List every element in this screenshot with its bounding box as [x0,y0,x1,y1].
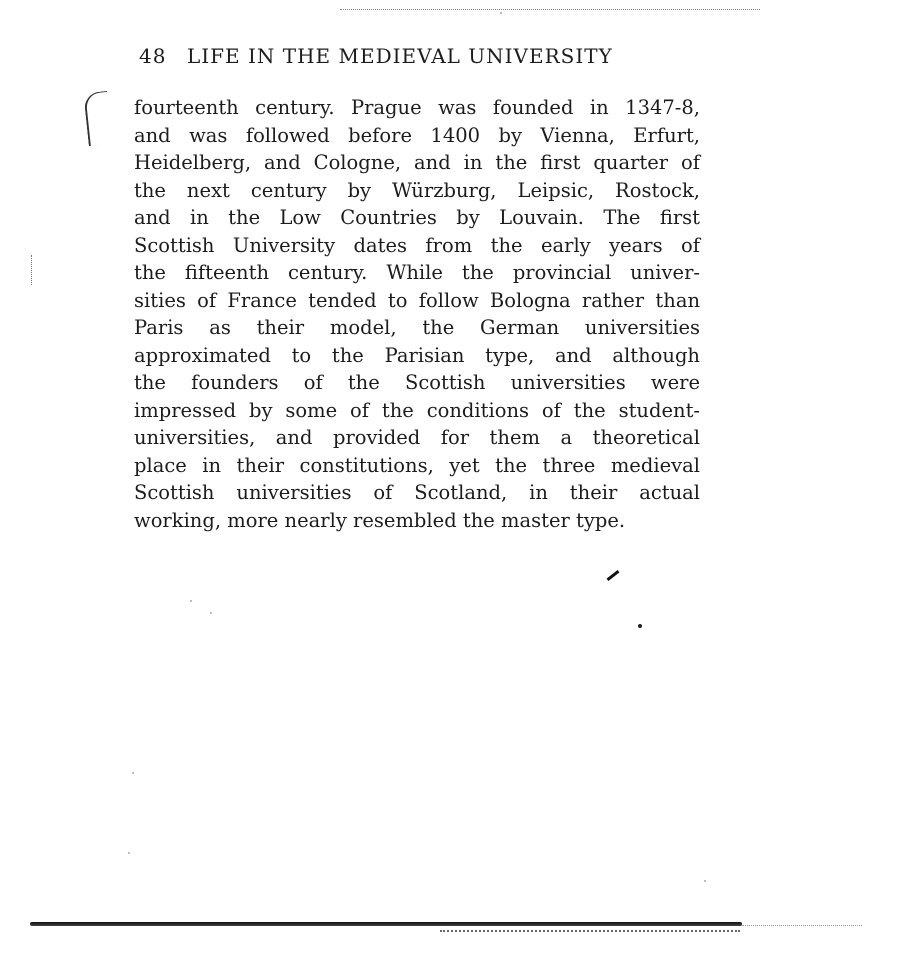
text-line: Heidelberg, and Cologne, and in the first quarter of [134,151,700,174]
text-line: and was followed before 1400 by Vienna, Erfurt, [134,123,700,147]
text-line: Paris as their model, the German universities [134,316,700,339]
text-line: approximated to the Parisian type, and although [134,343,700,367]
text-line: the founders of the Scottish universities were [134,371,700,394]
bottom-rule [30,922,742,926]
running-head [139,44,759,74]
bottom-rule-shadow [440,930,740,935]
text-line: the fifteenth century. While the provincial univer- [134,261,700,284]
text-line: and in the Low Countries by Louvain. The first [134,206,700,229]
text-line: Scottish University dates from the early years of [134,233,700,257]
text-line: place in their constitutions, yet the three medieval [134,453,700,477]
scan-speck [704,880,706,882]
scan-speck [128,852,130,854]
bottom-rule-tail [742,925,862,926]
text-line: the next century by Würzburg, Leipsic, Rostock, [134,178,700,202]
text-line: fourteenth century. Prague was founded in 1347-8, [134,96,700,119]
ink-dot-mark [638,624,642,628]
text-line: sities of France tended to follow Bologna rather than [134,288,700,312]
scan-speck [210,612,212,614]
text-line: universities, and provided for them a theoretical [134,426,700,449]
page-number: 48 [139,44,167,68]
ink-dash-mark [607,570,620,581]
text-line: working, more nearly resembled the master type. [134,508,626,532]
scan-speck [132,772,134,774]
margin-tick-mark [31,255,33,285]
margin-bracket-mark [83,91,112,146]
text-line: impressed by some of the conditions of the student- [134,398,700,422]
body-paragraph [134,94,700,534]
text-line: Scottish universities of Scotland, in their actual [134,481,700,504]
running-head-rule [340,9,760,10]
running-title: LIFE IN THE MEDIEVAL UNIVERSITY [187,44,613,68]
scan-speck [500,12,502,14]
scan-speck [190,600,192,602]
